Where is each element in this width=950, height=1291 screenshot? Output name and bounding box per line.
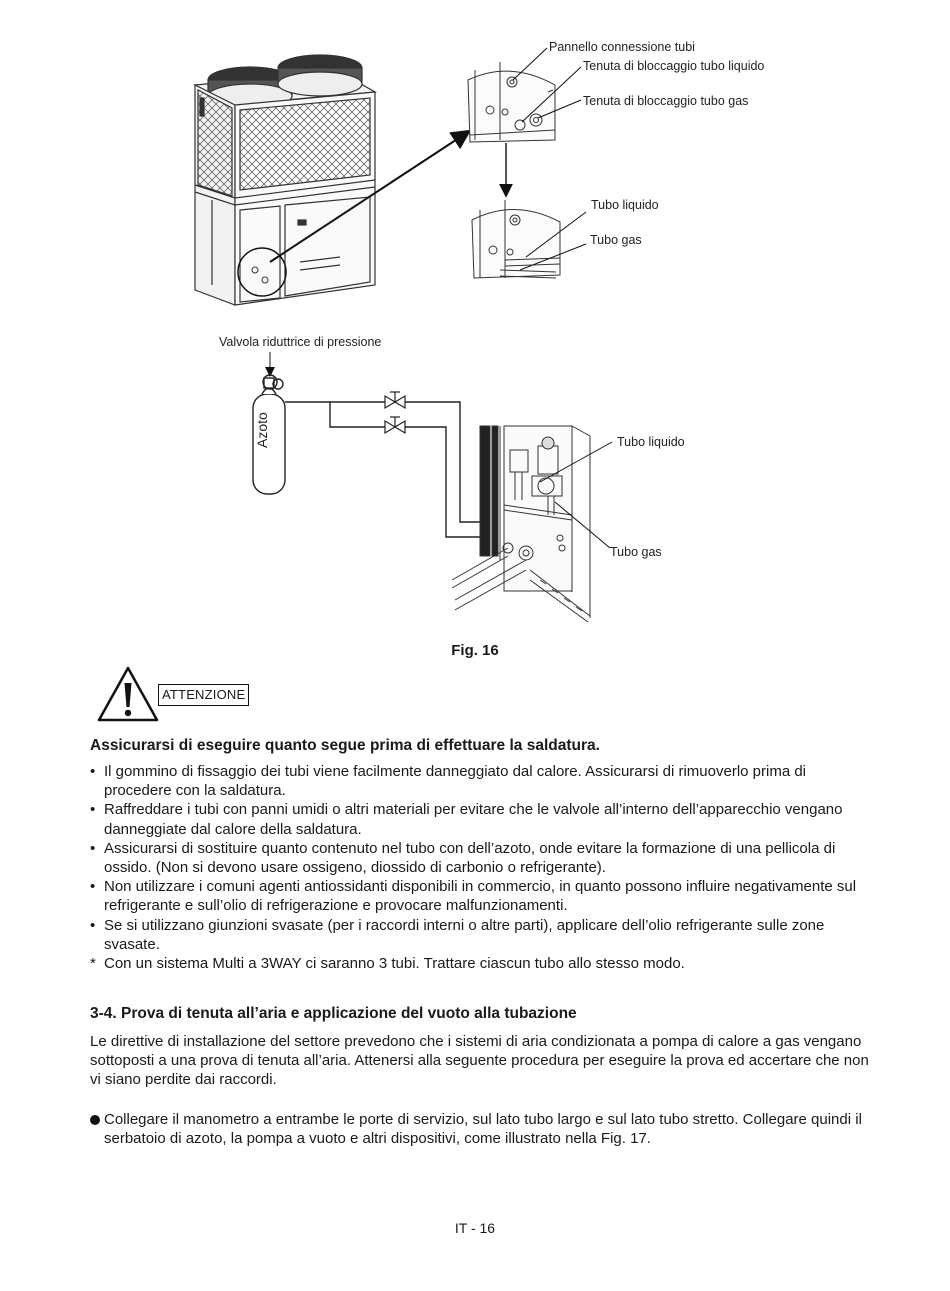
unit-internal-view bbox=[452, 426, 590, 622]
figure-16-drawing bbox=[0, 0, 950, 640]
section-34-bullet-text: Collegare il manometro a entrambe le porte di servizio, sul lato tubo largo e sul lato tubo stretto. Collegare quindi il serbatoio di azoto, la pompa a vuoto e altri dispositivi, come illustrato nella Fig. 17. bbox=[104, 1111, 862, 1148]
list-item: • Non utilizzare i comuni agenti antiossidanti disponibili in commercio, in quanto possono influire negativamente sul refrigerante e sull’olio di refrigerazione e provocare malfunzionamenti. bbox=[90, 877, 870, 915]
brazing-bullet-list bbox=[90, 762, 870, 954]
valve-lower bbox=[385, 417, 405, 433]
figure-caption: Fig. 16 bbox=[451, 642, 499, 659]
list-item: • Il gommino di fissaggio dei tubi viene facilmente danneggiato dal calore. Assicurarsi di rimuoverlo prima di procedere con la saldatura. bbox=[90, 762, 870, 800]
bullet-dot-icon bbox=[90, 1115, 100, 1125]
label-tubo-gas-bottom: Tubo gas bbox=[610, 545, 662, 559]
section-34-paragraph: Le direttive di installazione del settore prevedono che i sistemi di aria condizionata a pompa di calore a gas vengano sottoposti a una prova di tenuta all’aria. Attenersi alla seguente procedura per eseguire la prova ed accertare che non vi siano perdite dai raccordi. bbox=[90, 1033, 869, 1089]
label-tenuta-gas: Tenuta di bloccaggio tubo gas bbox=[583, 94, 749, 108]
warning-label: ATTENZIONE bbox=[158, 684, 249, 706]
label-tenuta-liquido: Tenuta di bloccaggio tubo liquido bbox=[583, 59, 765, 73]
label-tubo-gas-top: Tubo gas bbox=[590, 233, 642, 247]
label-tubo-liquido-bottom: Tubo liquido bbox=[617, 435, 685, 449]
valve-upper bbox=[385, 392, 405, 408]
list-item: • Raffreddare i tubi con panni umidi o altri materiali per evitare che le valvole all’interno dell’apparecchio vengano danneggiate dal calore della saldatura. bbox=[90, 800, 870, 838]
brazing-heading: Assicurarsi di eseguire quanto segue prima di effettuare la saldatura. bbox=[90, 737, 600, 754]
warning-triangle-icon bbox=[96, 665, 160, 723]
label-azoto: Azoto bbox=[254, 412, 270, 448]
detail-view-panel bbox=[468, 62, 555, 142]
nitrogen-lines bbox=[285, 402, 482, 537]
section-34-heading: 3-4. Prova di tenuta all’aria e applicazione del vuoto alla tubazione bbox=[90, 1005, 577, 1022]
list-item: • Se si utilizzano giunzioni svasate (per i raccordi interni o altre parti), applicare dell’olio refrigerante sulle zone svasate. bbox=[90, 916, 870, 954]
page-number: IT - 16 bbox=[454, 1220, 496, 1236]
brazing-note: * Con un sistema Multi a 3WAY ci saranno 3 tubi. Trattare ciascun tubo allo stesso modo. bbox=[90, 954, 884, 973]
section-34-bullet bbox=[90, 1110, 884, 1148]
detail-view-pipes bbox=[472, 200, 560, 278]
list-item: • Assicurarsi di sostituire quanto contenuto nel tubo con dell’azoto, onde evitare la formazione di una pellicola di ossido. (Non si devono usare ossigeno, diossido di carbonio o refrigerante). bbox=[90, 839, 870, 877]
label-tubo-liquido-top: Tubo liquido bbox=[591, 198, 659, 212]
label-valvola-riduttrice: Valvola riduttrice di pressione bbox=[219, 335, 382, 349]
label-pannello-connessione: Pannello connessione tubi bbox=[549, 40, 695, 54]
